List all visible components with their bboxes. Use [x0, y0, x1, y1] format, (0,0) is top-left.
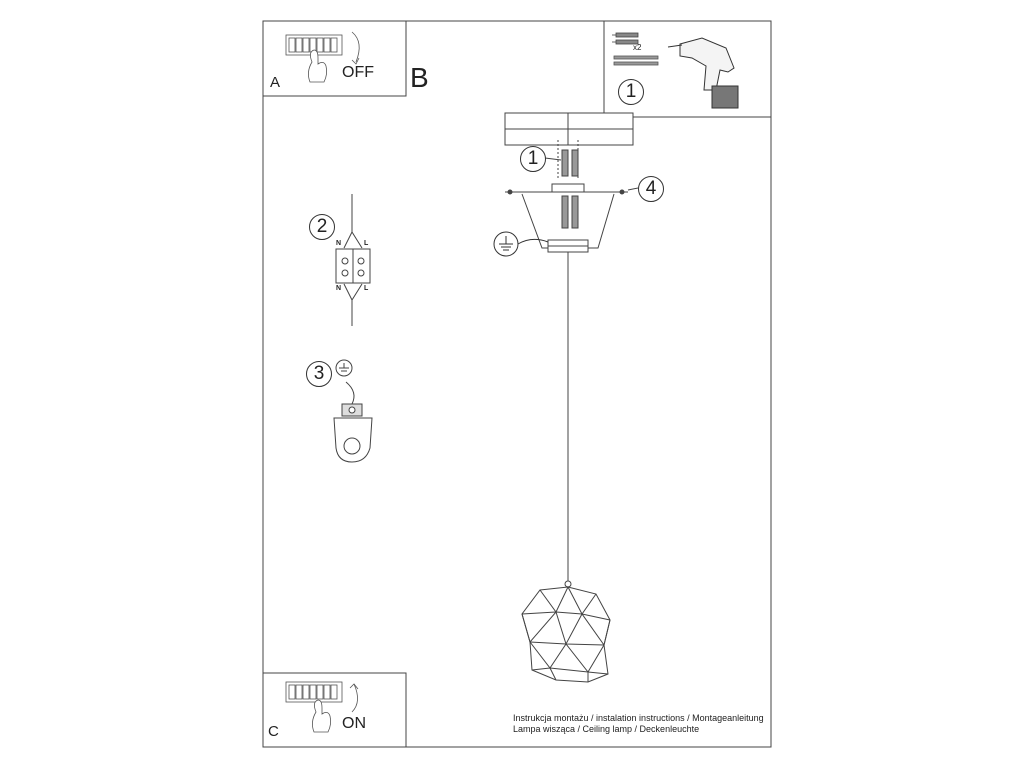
step-c-letter: C [268, 723, 279, 740]
callout-1-plugs: 1 [520, 146, 546, 172]
ground-terminal-diagram [334, 360, 372, 462]
callout-1-tools: 1 [618, 79, 644, 105]
callout-3: 3 [306, 361, 332, 387]
wire-l-bottom: L [364, 285, 369, 292]
wire-n-bottom: N [336, 285, 342, 292]
step-b-letter: B [410, 62, 429, 93]
plug-quantity: x2 [633, 43, 642, 52]
drill-icon [668, 38, 738, 108]
wire-n-top: N [336, 240, 342, 247]
callout-leader-4 [628, 188, 638, 190]
callout-2: 2 [309, 214, 335, 240]
terminal-block-diagram [336, 194, 370, 326]
footer-line-1: Instrukcja montażu / instalation instructions / Montageanleitung [513, 713, 764, 723]
ground-symbol-icon [494, 232, 548, 256]
step-a-box [263, 21, 406, 96]
step-c-caption: ON [342, 715, 366, 732]
footer-line-2: Lampa wisząca / Ceiling lamp / Deckenleuchte [513, 724, 700, 734]
step-a-caption: OFF [342, 64, 374, 81]
step-a-letter: A [270, 74, 281, 91]
callout-4: 4 [638, 176, 664, 202]
lampshade [522, 587, 610, 682]
wire-l-top: L [364, 240, 369, 247]
screw-icon [614, 56, 658, 65]
mounting-bracket [505, 184, 628, 228]
callout-leader-1 [545, 158, 561, 160]
